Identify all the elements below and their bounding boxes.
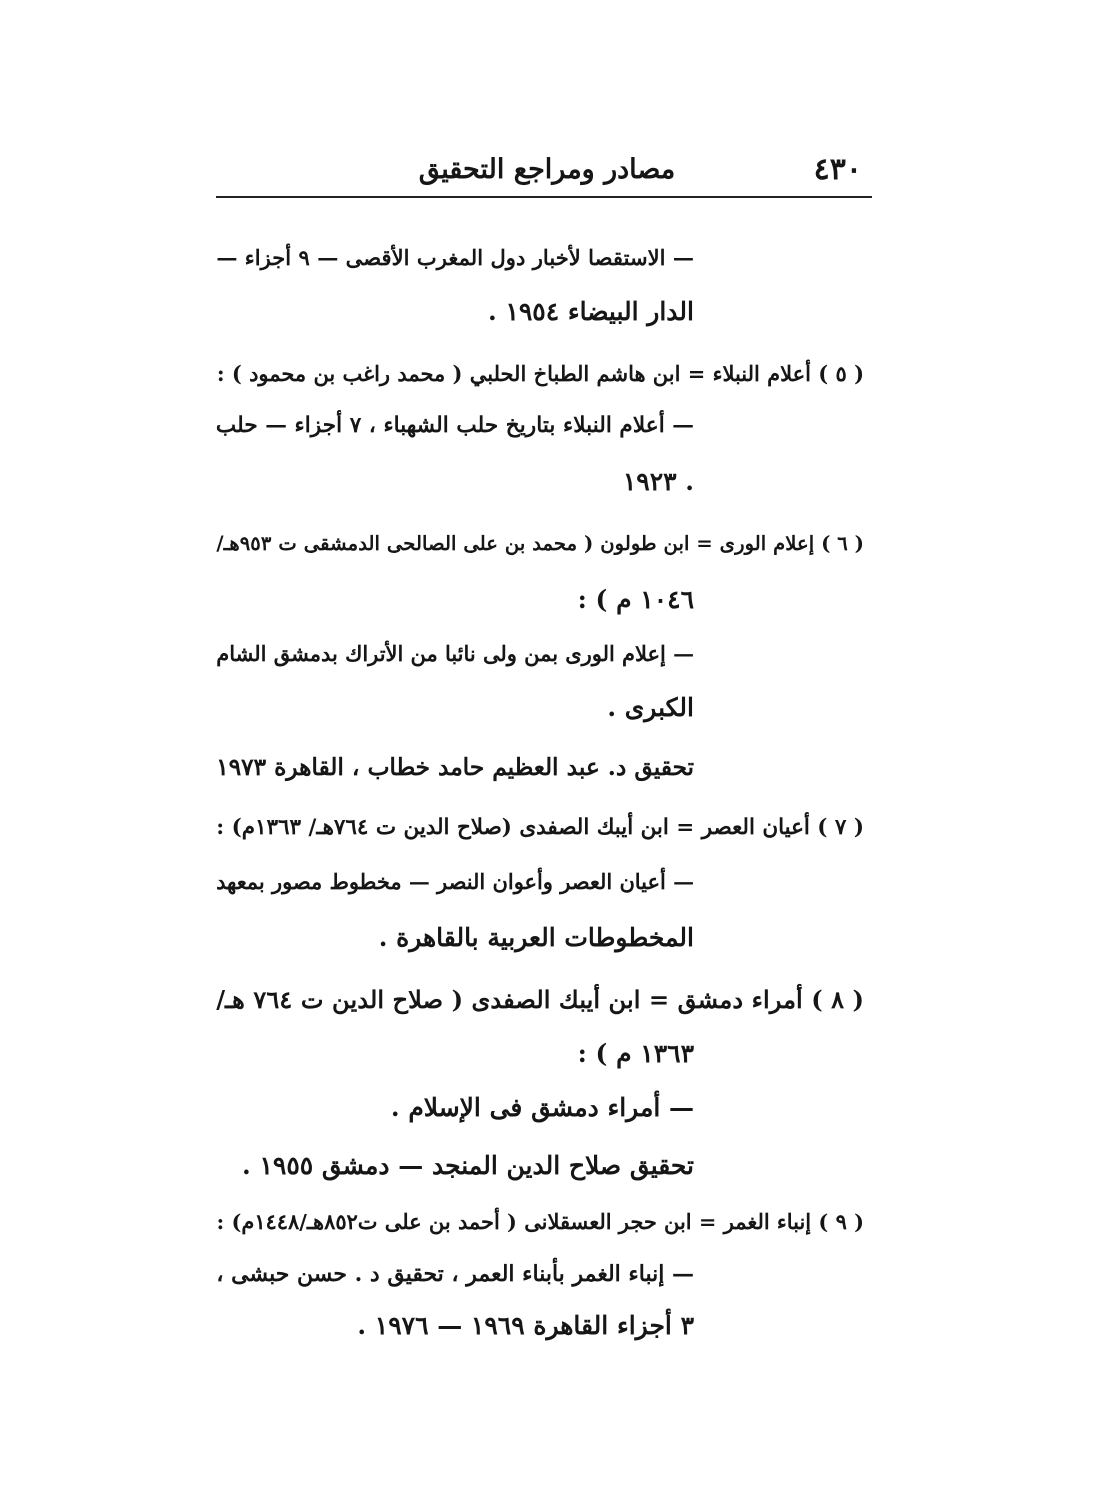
- entry-8-editor-line: تحقيق صلاح الدين المنجد — دمشق ١٩٥٥ .: [242, 1151, 694, 1180]
- header-rule: [216, 196, 872, 198]
- entry-9-publication-line: ٣ أجزاء القاهرة ١٩٦٩ — ١٩٧٦ .: [357, 1311, 694, 1340]
- entry-5-title-line: — أعلام النبلاء بتاريخ حلب الشهباء ، ٧ أجزاء — حلب: [215, 413, 694, 438]
- entry-8-heading-continued: ١٣٦٣ م ) :: [577, 1039, 694, 1068]
- entry-4-title-line: — الاستقصا لأخبار دول المغرب الأقصى — ٩ أجزاء —: [216, 245, 694, 270]
- entry-5-publication-line: . ١٩٢٣: [622, 467, 694, 496]
- entry-6-title-line: — إعلام الورى بمن ولى نائبا من الأتراك بدمشق الشام: [216, 641, 694, 666]
- entry-7-heading: ( ٧ ) أعيان العصر = ابن أيبك الصفدى (صلاح الدين ت ٧٦٤هـ/ ١٣٦٣م) :: [216, 815, 864, 840]
- entry-4-publication-line: الدار البيضاء ١٩٥٤ .: [488, 297, 694, 326]
- entry-5-heading: ( ٥ ) أعلام النبلاء = ابن هاشم الطباخ الحلبي ( محمد راغب بن محمود ) :: [216, 361, 864, 386]
- entry-8-title-line: — أمراء دمشق فى الإسلام .: [390, 1093, 694, 1122]
- entry-9-title-line: — إنباء الغمر بأبناء العمر ، تحقيق د . حسن حبشى ،: [216, 1261, 694, 1287]
- entry-7-title-line: — أعيان العصر وأعوان النصر — مخطوط مصور بمعهد: [216, 869, 694, 894]
- entry-6-heading: ( ٦ ) إعلام الورى = ابن طولون ( محمد بن على الصالحى الدمشقى ت ٩٥٣هـ/: [216, 532, 864, 555]
- running-title: مصادر ومراجع التحقيق: [418, 154, 676, 185]
- page-number: ٤٣٠: [813, 152, 862, 187]
- entry-7-title-continued: المخطوطات العربية بالقاهرة .: [378, 923, 694, 952]
- entry-6-heading-continued: ١٠٤٦ م ) :: [577, 585, 694, 614]
- entry-8-heading: ( ٨ ) أمراء دمشق = ابن أيبك الصفدى ( صلاح الدين ت ٧٦٤ هـ/: [216, 985, 864, 1014]
- entry-9-heading: ( ٩ ) إنباء الغمر = ابن حجر العسقلانى ( أحمد بن على ت٨٥٢هـ/١٤٤٨م) :: [216, 1209, 864, 1234]
- entry-6-title-continued: الكبرى .: [607, 693, 694, 722]
- entry-6-editor-line: تحقيق د. عبد العظيم حامد خطاب ، القاهرة ١٩٧٣: [216, 754, 694, 781]
